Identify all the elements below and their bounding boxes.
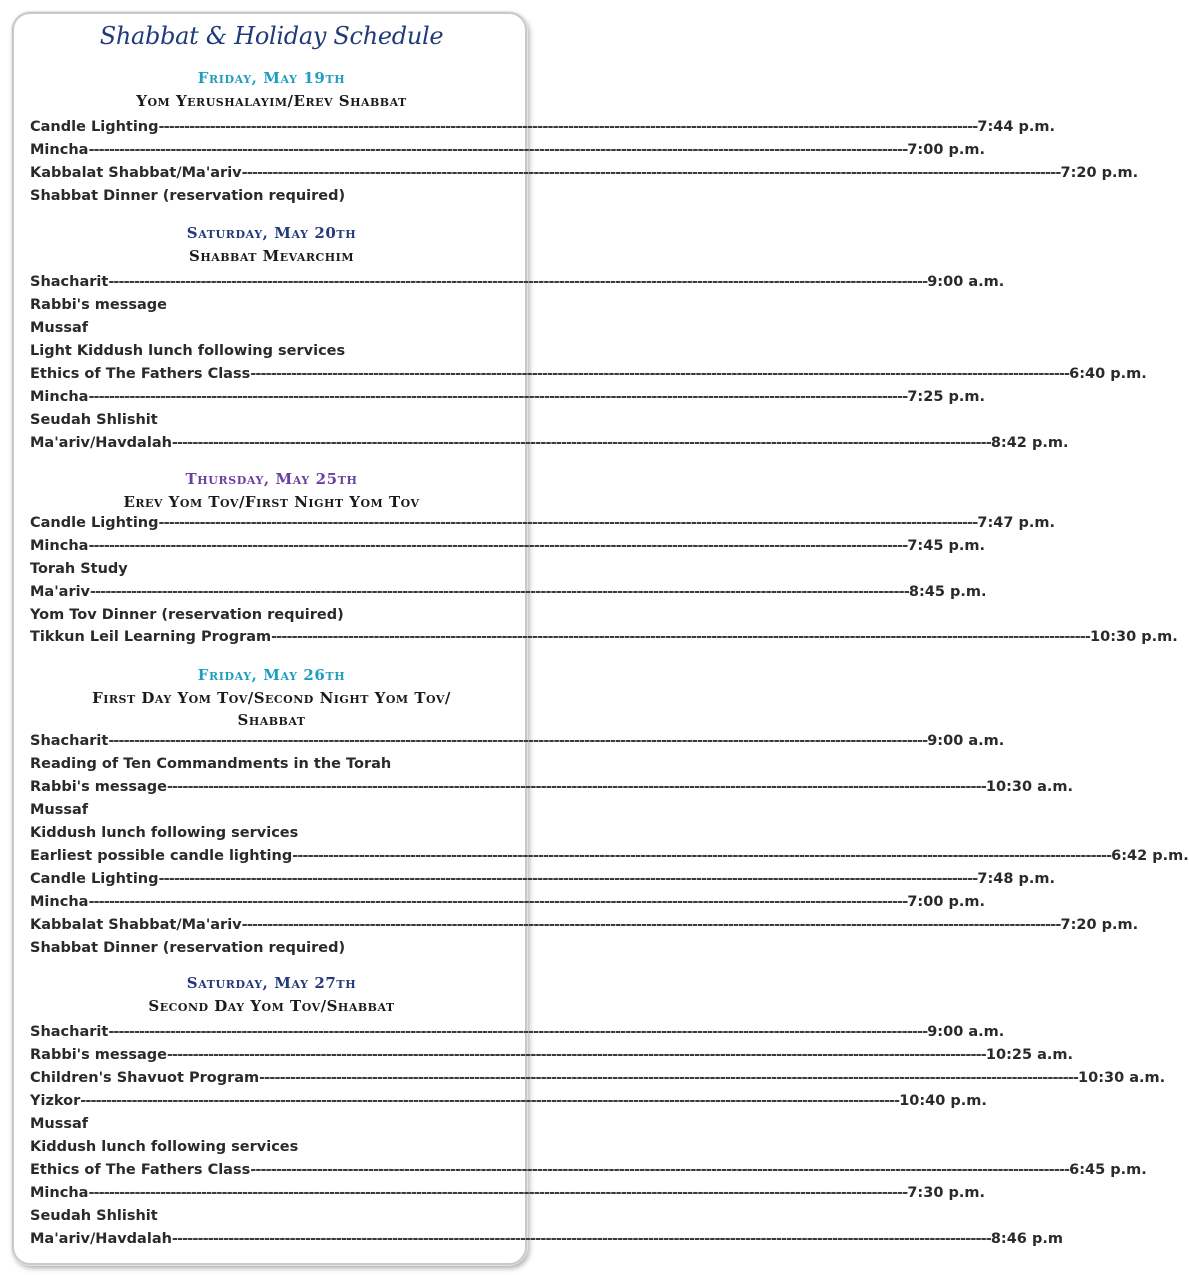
section-date: Thursday, May 25th [185,470,358,488]
section-date: Friday, May 26th [197,666,346,684]
schedule-row [30,1185,985,1207]
event-label: Ma'ariv/Havdalah [30,1231,172,1247]
event-label: Shacharit [30,733,109,749]
event-label: Ma'ariv/Havdalah [30,435,172,451]
dash-leader: ---------------------------------------------------------------------------------------------------------------------------------------------------------------- [271,629,1091,645]
event-label: Rabbi's message [30,1047,167,1063]
schedule-row [30,165,1139,187]
schedule-row [30,848,1189,870]
event-label: Ethics of The Fathers Class [30,1162,251,1178]
schedule-row [30,1162,1147,1184]
event-label: Yom Tov Dinner (reservation required) [30,607,344,623]
section-date: Friday, May 19th [197,69,346,87]
section-date: Saturday, May 20th [186,224,357,242]
schedule-row [30,629,1178,651]
event-time: 7:45 p.m. [907,538,985,554]
event-label: Mincha [30,389,89,405]
schedule-row [30,320,518,342]
schedule-row [30,188,518,210]
event-label: Kabbalat Shabbat/Ma'ariv [30,917,242,933]
event-label: Reading of Ten Commandments in the Torah [30,756,392,772]
event-time: 10:40 p.m. [899,1093,987,1109]
schedule-row [30,1047,1074,1069]
event-label: Candle Lighting [30,515,159,531]
event-label: Kiddush lunch following services [30,825,299,841]
schedule-row [30,561,518,583]
event-time: 8:42 p.m. [990,435,1069,451]
dash-leader: ---------------------------------------------------------------------------------------------------------------------------------------------------------------- [167,779,986,795]
dash-leader: ---------------------------------------------------------------------------------------------------------------------------------------------------------------- [167,1047,986,1063]
event-label: Children's Shavuot Program [30,1070,260,1086]
schedule-row [30,343,518,365]
section-subtitle: Yom Yerushalayim/Erev Shabbat [136,92,407,110]
event-time: 10:30 a.m. [1078,1070,1166,1086]
dash-leader: ---------------------------------------------------------------------------------------------------------------------------------------------------------------- [108,733,928,749]
event-label: Candle Lighting [30,871,159,887]
schedule-row [30,894,985,916]
schedule-row [30,1208,518,1230]
event-time: 7:48 p.m. [977,871,1056,887]
schedule-row [30,917,1139,939]
schedule-row [30,515,1056,537]
section-date: Saturday, May 27th [186,974,357,992]
event-label: Rabbi's message [30,297,167,313]
section-subtitle: Second Day Yom Tov/Shabbat [148,997,395,1015]
event-label: Kiddush lunch following services [30,1139,299,1155]
dash-leader: ---------------------------------------------------------------------------------------------------------------------------------------------------------------- [88,142,908,158]
section-subtitle: Shabbat [237,711,306,729]
dash-leader: ---------------------------------------------------------------------------------------------------------------------------------------------------------------- [88,1185,908,1201]
dash-leader: ---------------------------------------------------------------------------------------------------------------------------------------------------------------- [158,515,978,531]
schedule-row [30,1024,1005,1046]
schedule-row [30,825,518,847]
section-subtitle: Erev Yom Tov/First Night Yom Tov [123,493,420,511]
schedule-row [30,435,1069,457]
schedule-row [30,1116,518,1138]
event-time: 7:20 p.m. [1060,917,1139,933]
schedule-row [30,1093,987,1115]
event-time: 6:40 p.m. [1069,366,1147,382]
dash-leader: ---------------------------------------------------------------------------------------------------------------------------------------------------------------- [171,435,991,451]
event-time: 7:00 p.m. [907,142,985,158]
dash-leader: ---------------------------------------------------------------------------------------------------------------------------------------------------------------- [259,1070,1079,1086]
event-label: Mincha [30,142,89,158]
event-time: 8:46 p.m [990,1231,1063,1247]
dash-leader: ---------------------------------------------------------------------------------------------------------------------------------------------------------------- [250,366,1070,382]
dash-leader: ---------------------------------------------------------------------------------------------------------------------------------------------------------------- [241,917,1061,933]
dash-leader: ---------------------------------------------------------------------------------------------------------------------------------------------------------------- [88,894,908,910]
event-label: Yizkor [30,1093,81,1109]
schedule-row [30,274,1005,296]
event-time: 10:30 a.m. [985,779,1074,795]
event-time: 7:47 p.m. [977,515,1056,531]
dash-leader: ---------------------------------------------------------------------------------------------------------------------------------------------------------------- [88,538,908,554]
event-time: 7:20 p.m. [1060,165,1139,181]
event-label: Shacharit [30,1024,109,1040]
section-subtitle: First Day Yom Tov/Second Night Yom Tov/ [92,689,451,707]
event-label: Mincha [30,1185,89,1201]
schedule-row [30,871,1056,893]
schedule-row [30,389,985,411]
schedule-row [30,779,1074,801]
event-label: Rabbi's message [30,779,167,795]
event-label: Shabbat Dinner (reservation required) [30,188,346,204]
dash-leader: ---------------------------------------------------------------------------------------------------------------------------------------------------------------- [292,848,1112,864]
dash-leader: ---------------------------------------------------------------------------------------------------------------------------------------------------------------- [250,1162,1070,1178]
event-label: Seudah Shlishit [30,1208,158,1224]
page-title: Shabbat & Holiday Schedule [99,22,444,50]
event-label: Shabbat Dinner (reservation required) [30,940,346,956]
schedule-row [30,607,518,629]
event-label: Ma'ariv [30,584,91,600]
schedule-row [30,1139,518,1161]
dash-leader: ---------------------------------------------------------------------------------------------------------------------------------------------------------------- [171,1231,991,1247]
schedule-row [30,1070,1166,1092]
event-label: Earliest possible candle lighting [30,848,293,864]
dash-leader: ---------------------------------------------------------------------------------------------------------------------------------------------------------------- [108,274,928,290]
schedule-row [30,297,518,319]
schedule-row [30,1231,1063,1253]
event-label: Mincha [30,538,89,554]
event-label: Mussaf [30,1116,89,1132]
event-time: 10:25 a.m. [985,1047,1074,1063]
dash-leader: ---------------------------------------------------------------------------------------------------------------------------------------------------------------- [108,1024,928,1040]
dash-leader: ---------------------------------------------------------------------------------------------------------------------------------------------------------------- [158,119,978,135]
dash-leader: ---------------------------------------------------------------------------------------------------------------------------------------------------------------- [241,165,1061,181]
section-subtitle: Shabbat Mevarchim [188,247,354,265]
event-label: Tikkun Leil Learning Program [30,629,272,645]
schedule-row [30,733,1005,755]
event-label: Mussaf [30,320,89,336]
schedule-row [30,802,518,824]
dash-leader: ---------------------------------------------------------------------------------------------------------------------------------------------------------------- [80,1093,900,1109]
schedule-row [30,584,987,606]
event-time: 9:00 a.m. [927,1024,1005,1040]
event-label: Ethics of The Fathers Class [30,366,251,382]
event-time: 7:00 p.m. [907,894,985,910]
event-time: 7:44 p.m. [977,119,1056,135]
schedule-row [30,940,518,962]
dash-leader: ---------------------------------------------------------------------------------------------------------------------------------------------------------------- [90,584,909,600]
event-time: 6:45 p.m. [1069,1162,1147,1178]
event-label: Mussaf [30,802,89,818]
event-label: Kabbalat Shabbat/Ma'ariv [30,165,242,181]
event-time: 10:30 p.m. [1090,629,1178,645]
event-time: 8:45 p.m. [908,584,987,600]
event-label: Torah Study [30,561,128,577]
schedule-row [30,366,1147,388]
schedule-row [30,142,985,164]
schedule-row [30,119,1056,141]
schedule-row [30,412,518,434]
event-label: Shacharit [30,274,109,290]
event-label: Candle Lighting [30,119,159,135]
event-time: 6:42 p.m. [1111,848,1189,864]
dash-leader: ---------------------------------------------------------------------------------------------------------------------------------------------------------------- [158,871,978,887]
event-label: Seudah Shlishit [30,412,158,428]
event-label: Light Kiddush lunch following services [30,343,346,359]
schedule-row [30,538,985,560]
event-label: Mincha [30,894,89,910]
event-time: 7:25 p.m. [907,389,985,405]
schedule-row [30,756,518,778]
event-time: 7:30 p.m. [907,1185,985,1201]
event-time: 9:00 a.m. [927,274,1005,290]
event-time: 9:00 a.m. [927,733,1005,749]
dash-leader: ---------------------------------------------------------------------------------------------------------------------------------------------------------------- [88,389,908,405]
